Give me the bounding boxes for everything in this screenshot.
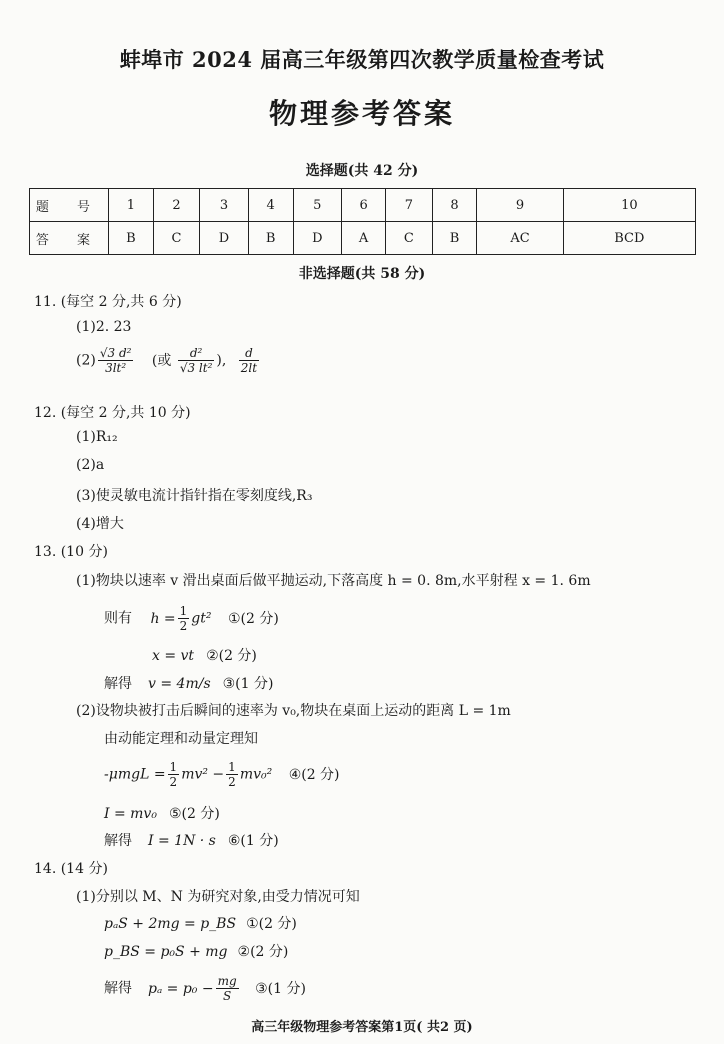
q13-equation-4: -μmgL = $\frac{1}{2}$ mv² − $\frac{1}{2}$ mv₀² ④(2 分) (104, 760, 340, 789)
q11-answer-1: (1)2. 23 (76, 319, 132, 335)
q11-answer-2-label: (2) (76, 352, 96, 369)
table-cell: 2 (153, 189, 199, 222)
q13-eq1-fraction: $\frac{1}{2}$ (179, 604, 188, 633)
q14-equation-3: 解得 pₐ = p₀ − $\frac{mg}{S}$ ③(1 分) (104, 974, 306, 1003)
answer-table (29, 188, 696, 255)
q13-equation-5: I = mv₀ ⑤(2 分) (104, 806, 220, 822)
q13-equation-1: 则有 h = $\frac{1}{2}$ gt² ①(2 分) (104, 604, 279, 633)
table-row-answers (30, 222, 696, 255)
q11-fraction-2: $\frac{\text{d²}}{\text{√3 lt²}}$ (179, 346, 213, 375)
document-title: 物理参考答案 (268, 97, 455, 130)
q13-equation-2: x = vt ②(2 分) (152, 648, 257, 664)
q12-answer-2: (2)a (76, 457, 105, 473)
table-cell: 6 (342, 189, 386, 222)
choice-section-heading: 选择题(共 42 分) (305, 163, 419, 179)
q13-part-1: (1)物块以速率 v 滑出桌面后做平抛运动,下落高度 h = 0. 8m,水平射程 x = 1. 6m (76, 573, 591, 589)
nonchoice-section-heading: 非选择题(共 58 分) (298, 266, 426, 282)
q11-answer-2 (76, 346, 261, 375)
table-cell: B (109, 222, 154, 255)
q13-heading: 13. (10 分) (34, 544, 108, 560)
table-cell: 10 (563, 189, 695, 222)
exam-title: 蚌埠市 2024 届高三年级第四次教学质量检查考试 (119, 47, 605, 72)
table-cell: C (386, 222, 432, 255)
q13-part-2: (2)设物块被打击后瞬间的速率为 v₀,物块在桌面上运动的距离 L = 1m (76, 703, 511, 719)
q12-heading: 12. (每空 2 分,共 10 分) (34, 405, 191, 421)
table-cell: B (432, 222, 477, 255)
q12-answer-4: (4)增大 (76, 516, 124, 532)
page-footer: 高三年级物理参考答案第1页( 共2 页) (251, 1020, 473, 1035)
table-cell: BCD (563, 222, 695, 255)
q11-heading: 11. (每空 2 分,共 6 分) (34, 294, 182, 310)
table-cell: D (293, 222, 342, 255)
table-cell: C (153, 222, 199, 255)
table-cell: D (200, 222, 249, 255)
q12-answer-3: (3)使灵敏电流计指针指在零刻度线,R₃ (76, 488, 313, 504)
q12-answer-1: (1)R₁₂ (76, 429, 118, 445)
row-label-answer: 答 案 (30, 222, 109, 255)
q13-equation-3: 解得 v = 4m/s ③(1 分) (104, 676, 274, 692)
q14-part-1: (1)分别以 M、N 为研究对象,由受力情况可知 (76, 889, 360, 905)
table-cell: B (248, 222, 293, 255)
table-cell: 3 (200, 189, 249, 222)
q13-equation-6: 解得 I = 1N · s ⑥(1 分) (104, 833, 279, 849)
q11-fraction-1: $\frac{\text{√3 d²}}{\text{3lt²}}$ (99, 346, 132, 375)
q14-equation-2: p_BS = p₀S + mg ②(2 分) (104, 944, 289, 960)
q14-heading: 14. (14 分) (34, 861, 108, 877)
table-cell: 9 (477, 189, 563, 222)
q13-part-2-intro: 由动能定理和动量定理知 (104, 731, 258, 747)
q11-fraction-3: $\frac{d}{2lt}$ (240, 346, 258, 375)
table-cell: 1 (109, 189, 154, 222)
table-cell: A (342, 222, 386, 255)
q11-or-open: (或 (151, 352, 172, 369)
table-cell: 5 (293, 189, 342, 222)
table-cell: 4 (248, 189, 293, 222)
q14-equation-1: pₐS + 2mg = p_BS ①(2 分) (104, 916, 297, 932)
row-label-number: 题 号 (30, 189, 109, 222)
q11-or-close: ), (216, 352, 227, 369)
table-cell: AC (477, 222, 563, 255)
table-row-numbers (30, 189, 696, 222)
table-cell: 8 (432, 189, 477, 222)
table-cell: 7 (386, 189, 432, 222)
